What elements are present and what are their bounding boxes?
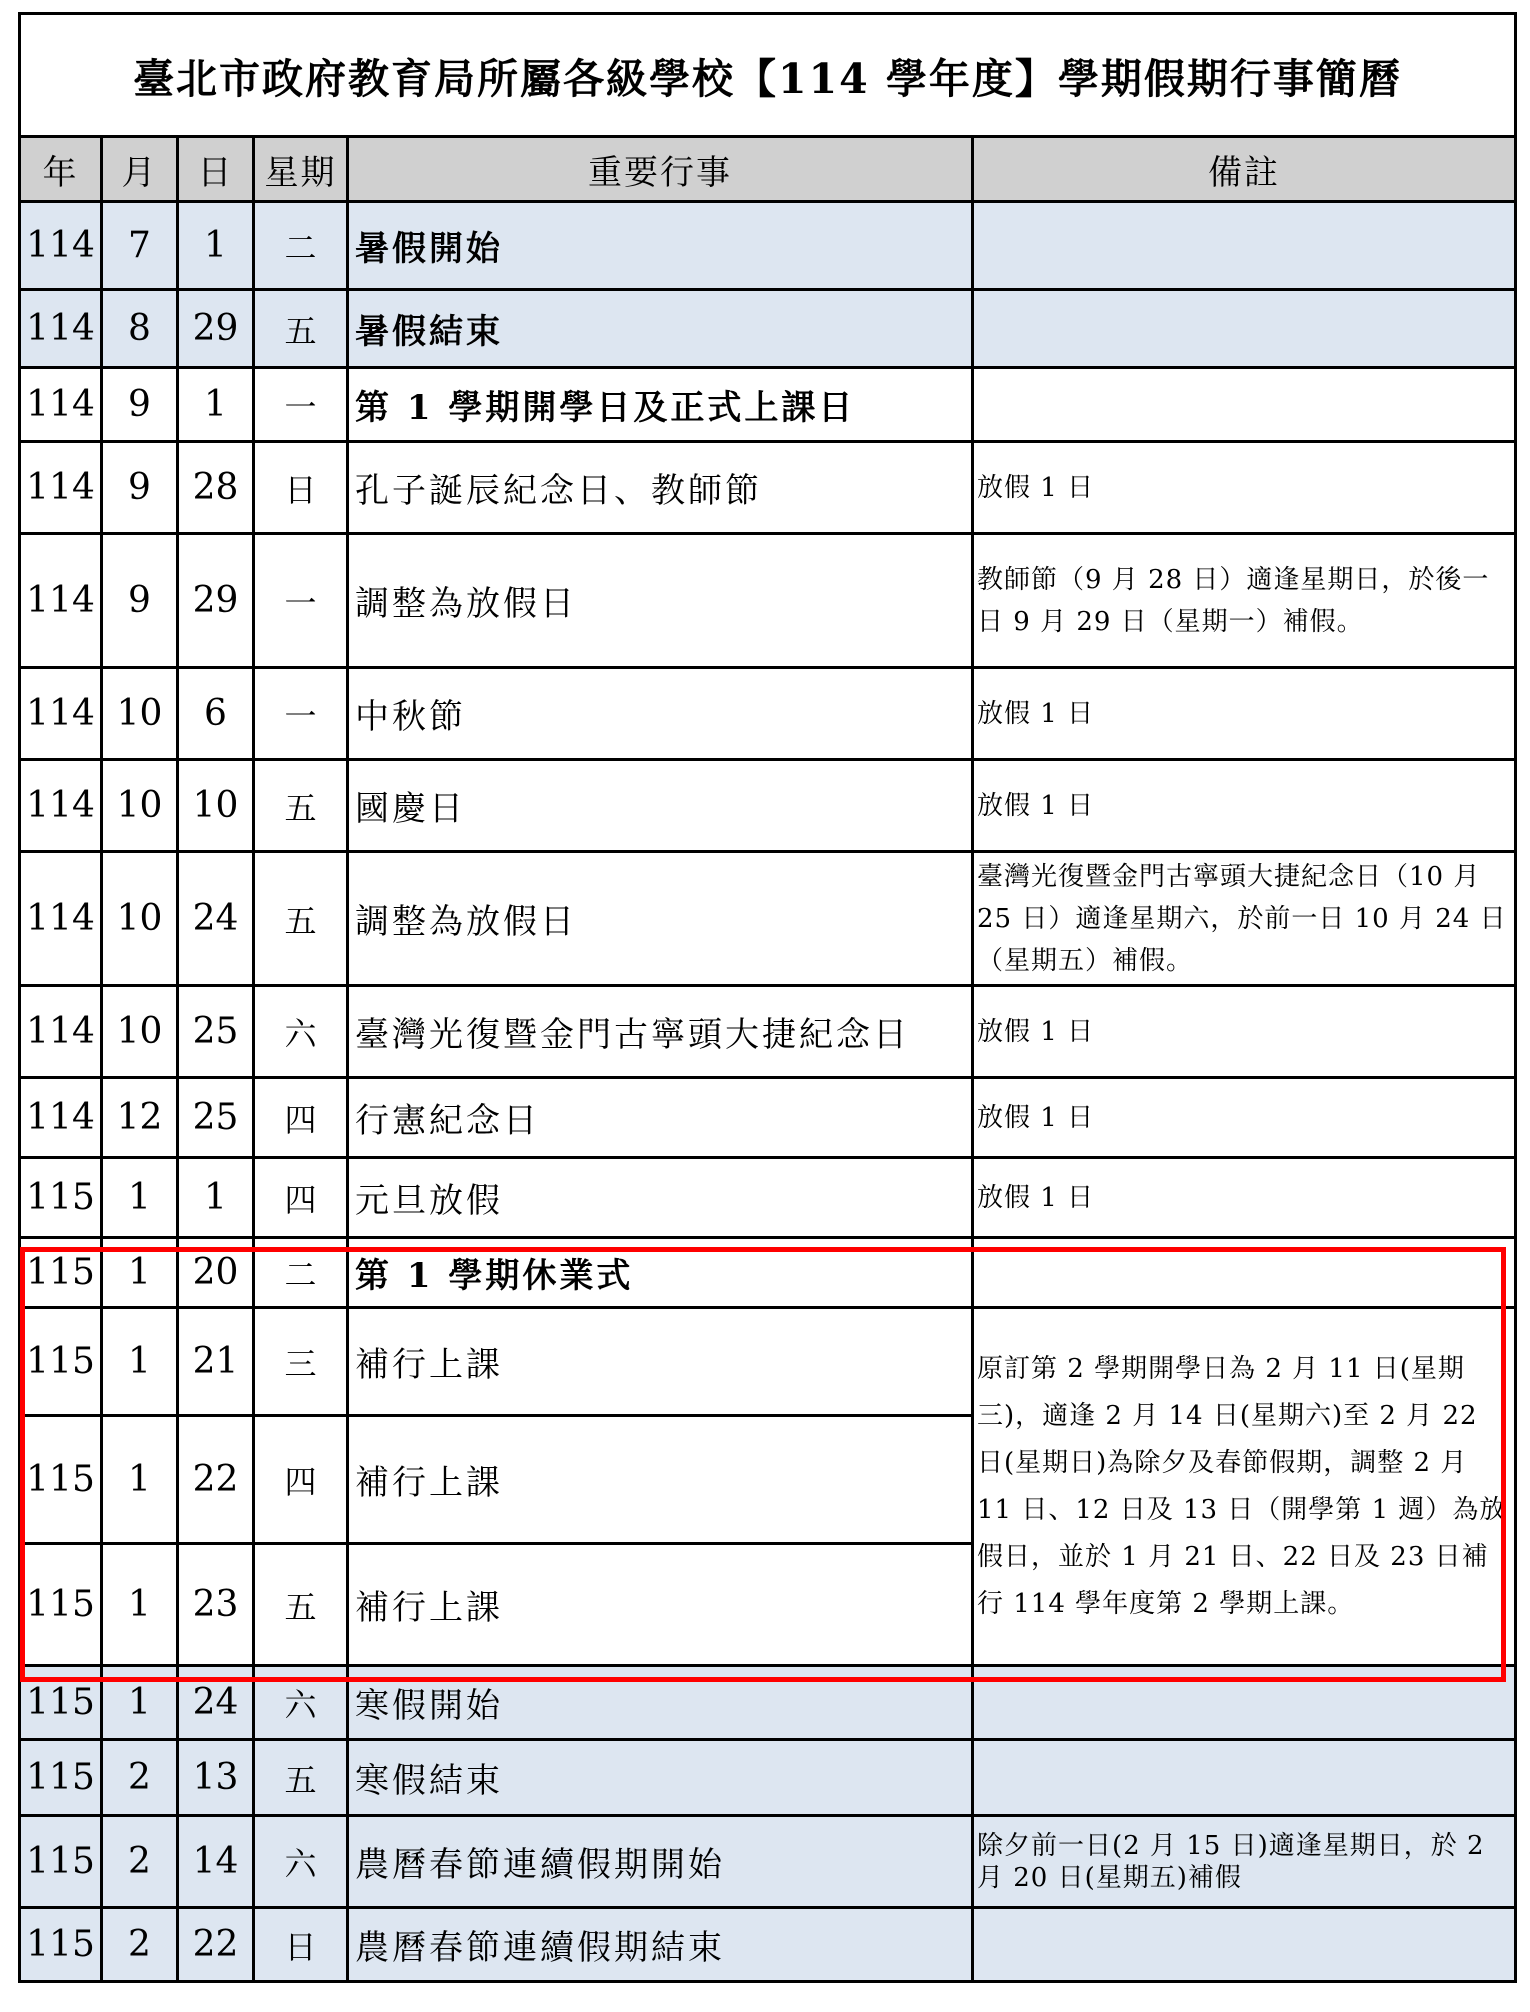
event-cell: 孔子誕辰紀念日、教師節 bbox=[348, 442, 973, 534]
day-cell: 24 bbox=[178, 1666, 254, 1740]
day-cell: 29 bbox=[178, 534, 254, 668]
year-cell: 114 bbox=[20, 986, 102, 1078]
month-cell: 1 bbox=[102, 1666, 178, 1740]
year-cell: 115 bbox=[20, 1416, 102, 1544]
year-cell: 115 bbox=[20, 1908, 102, 1982]
table-row bbox=[20, 442, 1516, 534]
table-row bbox=[20, 1158, 1516, 1238]
day-cell: 23 bbox=[178, 1544, 254, 1666]
weekday-cell: 一 bbox=[254, 368, 348, 442]
table-row bbox=[20, 1908, 1516, 1982]
event-cell: 農曆春節連續假期結束 bbox=[348, 1908, 973, 1982]
day-cell: 1 bbox=[178, 202, 254, 290]
event-cell: 中秋節 bbox=[348, 668, 973, 760]
day-cell: 10 bbox=[178, 760, 254, 852]
table-row bbox=[20, 986, 1516, 1078]
header-day: 日 bbox=[178, 137, 254, 202]
event-cell: 補行上課 bbox=[348, 1544, 973, 1666]
month-cell: 2 bbox=[102, 1908, 178, 1982]
weekday-cell: 三 bbox=[254, 1308, 348, 1416]
day-cell: 25 bbox=[178, 1078, 254, 1158]
year-cell: 115 bbox=[20, 1740, 102, 1816]
header-year: 年 bbox=[20, 137, 102, 202]
year-cell: 114 bbox=[20, 1078, 102, 1158]
table-row bbox=[20, 1740, 1516, 1816]
event-cell: 行憲紀念日 bbox=[348, 1078, 973, 1158]
event-cell: 暑假開始 bbox=[348, 202, 973, 290]
year-cell: 115 bbox=[20, 1544, 102, 1666]
note-cell: 放假 1 日 bbox=[973, 1078, 1516, 1158]
header-event: 重要行事 bbox=[348, 137, 973, 202]
note-cell: 放假 1 日 bbox=[973, 760, 1516, 852]
weekday-cell: 五 bbox=[254, 1544, 348, 1666]
year-cell: 114 bbox=[20, 202, 102, 290]
month-cell: 1 bbox=[102, 1158, 178, 1238]
event-cell: 元旦放假 bbox=[348, 1158, 973, 1238]
weekday-cell: 五 bbox=[254, 290, 348, 368]
table-row bbox=[20, 290, 1516, 368]
weekday-cell: 六 bbox=[254, 1666, 348, 1740]
year-cell: 115 bbox=[20, 1308, 102, 1416]
event-cell: 農曆春節連續假期開始 bbox=[348, 1816, 973, 1908]
day-cell: 20 bbox=[178, 1238, 254, 1308]
note-cell: 放假 1 日 bbox=[973, 668, 1516, 760]
day-cell: 25 bbox=[178, 986, 254, 1078]
note-cell: 放假 1 日 bbox=[973, 1158, 1516, 1238]
month-cell: 2 bbox=[102, 1740, 178, 1816]
day-cell: 21 bbox=[178, 1308, 254, 1416]
weekday-cell: 二 bbox=[254, 202, 348, 290]
event-cell: 暑假結束 bbox=[348, 290, 973, 368]
event-cell: 補行上課 bbox=[348, 1308, 973, 1416]
day-cell: 6 bbox=[178, 668, 254, 760]
day-cell: 28 bbox=[178, 442, 254, 534]
table-row bbox=[20, 852, 1516, 986]
weekday-cell: 四 bbox=[254, 1158, 348, 1238]
header-note: 備註 bbox=[973, 137, 1516, 202]
year-cell: 115 bbox=[20, 1238, 102, 1308]
weekday-cell: 五 bbox=[254, 852, 348, 986]
note-cell bbox=[973, 1740, 1516, 1816]
weekday-cell: 一 bbox=[254, 534, 348, 668]
weekday-cell: 六 bbox=[254, 986, 348, 1078]
year-cell: 114 bbox=[20, 368, 102, 442]
table-row bbox=[20, 1078, 1516, 1158]
note-cell: 除夕前一日(2 月 15 日)適逢星期日，於 2 月 20 日(星期五)補假 bbox=[973, 1816, 1516, 1908]
note-cell bbox=[973, 1666, 1516, 1740]
weekday-cell: 一 bbox=[254, 668, 348, 760]
event-cell: 調整為放假日 bbox=[348, 852, 973, 986]
note-cell: 臺灣光復暨金門古寧頭大捷紀念日（10 月 25 日）適逢星期六，於前一日 10 月 24 日（星期五）補假。 bbox=[973, 852, 1516, 986]
event-cell: 第 1 學期休業式 bbox=[348, 1238, 973, 1308]
table-row bbox=[20, 1308, 1516, 1416]
note-cell bbox=[973, 1238, 1516, 1308]
table-row bbox=[20, 1238, 1516, 1308]
month-cell: 2 bbox=[102, 1816, 178, 1908]
month-cell: 10 bbox=[102, 986, 178, 1078]
calendar-sheet bbox=[18, 12, 1517, 1983]
header-row bbox=[20, 137, 1516, 202]
note-cell bbox=[973, 368, 1516, 442]
month-cell: 8 bbox=[102, 290, 178, 368]
month-cell: 1 bbox=[102, 1544, 178, 1666]
month-cell: 9 bbox=[102, 368, 178, 442]
header-month: 月 bbox=[102, 137, 178, 202]
note-cell bbox=[973, 290, 1516, 368]
year-cell: 114 bbox=[20, 852, 102, 986]
header-weekday: 星期 bbox=[254, 137, 348, 202]
table-row bbox=[20, 668, 1516, 760]
month-cell: 7 bbox=[102, 202, 178, 290]
event-cell: 臺灣光復暨金門古寧頭大捷紀念日 bbox=[348, 986, 973, 1078]
year-cell: 115 bbox=[20, 1816, 102, 1908]
day-cell: 1 bbox=[178, 1158, 254, 1238]
event-cell: 補行上課 bbox=[348, 1416, 973, 1544]
weekday-cell: 六 bbox=[254, 1816, 348, 1908]
weekday-cell: 二 bbox=[254, 1238, 348, 1308]
year-cell: 114 bbox=[20, 290, 102, 368]
note-cell: 放假 1 日 bbox=[973, 442, 1516, 534]
day-cell: 29 bbox=[178, 290, 254, 368]
note-cell: 放假 1 日 bbox=[973, 986, 1516, 1078]
note-cell bbox=[973, 202, 1516, 290]
table-row bbox=[20, 368, 1516, 442]
month-cell: 1 bbox=[102, 1416, 178, 1544]
weekday-cell: 五 bbox=[254, 760, 348, 852]
day-cell: 22 bbox=[178, 1908, 254, 1982]
table-title: 臺北市政府教育局所屬各級學校【114 學年度】學期假期行事簡曆 bbox=[20, 14, 1516, 137]
year-cell: 114 bbox=[20, 760, 102, 852]
month-cell: 9 bbox=[102, 534, 178, 668]
month-cell: 12 bbox=[102, 1078, 178, 1158]
month-cell: 10 bbox=[102, 760, 178, 852]
table-row bbox=[20, 534, 1516, 668]
year-cell: 114 bbox=[20, 534, 102, 668]
table-row bbox=[20, 1816, 1516, 1908]
day-cell: 13 bbox=[178, 1740, 254, 1816]
weekday-cell: 四 bbox=[254, 1078, 348, 1158]
year-cell: 115 bbox=[20, 1666, 102, 1740]
day-cell: 22 bbox=[178, 1416, 254, 1544]
month-cell: 10 bbox=[102, 668, 178, 760]
month-cell: 10 bbox=[102, 852, 178, 986]
month-cell: 9 bbox=[102, 442, 178, 534]
table-row bbox=[20, 202, 1516, 290]
weekday-cell: 日 bbox=[254, 1908, 348, 1982]
year-cell: 114 bbox=[20, 442, 102, 534]
day-cell: 1 bbox=[178, 368, 254, 442]
weekday-cell: 四 bbox=[254, 1416, 348, 1544]
year-cell: 114 bbox=[20, 668, 102, 760]
note-cell bbox=[973, 1908, 1516, 1982]
month-cell: 1 bbox=[102, 1238, 178, 1308]
day-cell: 14 bbox=[178, 1816, 254, 1908]
note-cell: 原訂第 2 學期開學日為 2 月 11 日(星期三)，適逢 2 月 14 日(星期六)至 2 月 22 日(星期日)為除夕及春節假期，調整 2 月 11 日、12 日及 13 日（開學第 1 週）為放假日，並於 1 月 21 日、22 日及 23 日補行 114 學年度第 2 學期上課。 bbox=[973, 1308, 1516, 1666]
day-cell: 24 bbox=[178, 852, 254, 986]
event-cell: 寒假開始 bbox=[348, 1666, 973, 1740]
weekday-cell: 日 bbox=[254, 442, 348, 534]
event-cell: 寒假結束 bbox=[348, 1740, 973, 1816]
month-cell: 1 bbox=[102, 1308, 178, 1416]
weekday-cell: 五 bbox=[254, 1740, 348, 1816]
note-cell: 教師節（9 月 28 日）適逢星期日，於後一日 9 月 29 日（星期一）補假。 bbox=[973, 534, 1516, 668]
table-row bbox=[20, 760, 1516, 852]
calendar-table bbox=[18, 12, 1517, 1983]
event-cell: 國慶日 bbox=[348, 760, 973, 852]
event-cell: 第 1 學期開學日及正式上課日 bbox=[348, 368, 973, 442]
year-cell: 115 bbox=[20, 1158, 102, 1238]
event-cell: 調整為放假日 bbox=[348, 534, 973, 668]
table-row bbox=[20, 1666, 1516, 1740]
